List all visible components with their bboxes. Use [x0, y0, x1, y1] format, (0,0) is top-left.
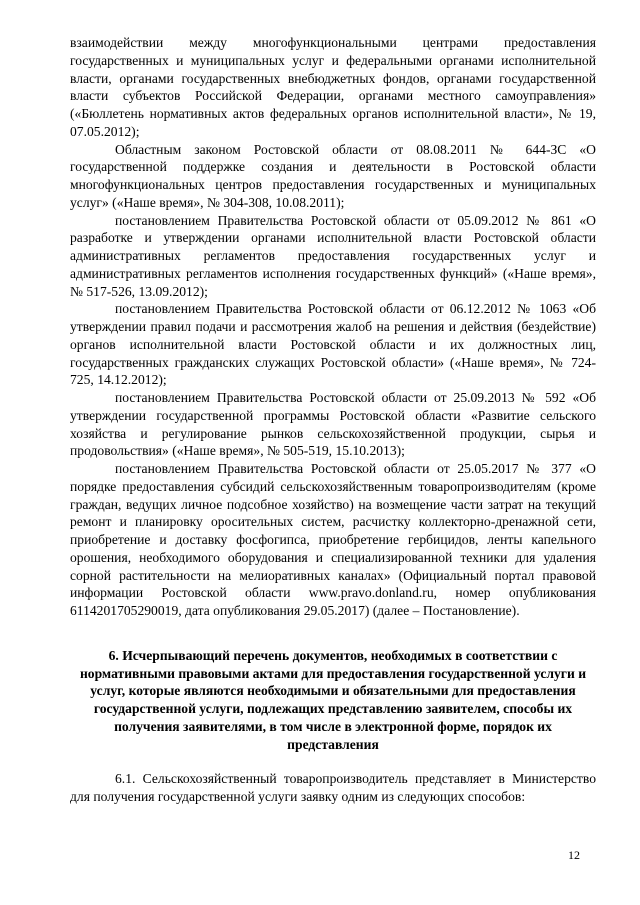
paragraph-resolution-592: постановлением Правительства Ростовской области от 25.09.2013 № 592 «Об утверждении государственной программы Ростовской области «Развитие сельского хозяйства и регулирование рынков сельскохозяйственной продукции, сырья и продовольствия» («Наше время», № 505-519, 15.10.2013); [70, 390, 596, 459]
section-paragraph: 6.1. Сельскохозяйственный товаропроизводитель представляет в Министерство для получения государственной услуги заявку одним из следующих способов: [70, 771, 596, 804]
document-page [70, 34, 596, 806]
page-number: 12 [568, 848, 580, 862]
paragraph-resolution-377: постановлением Правительства Ростовской области от 25.05.2017 № 377 «О порядке предоставления субсидий сельскохозяйственным товаропроизводителям (кроме граждан, ведущих личное подсобное хозяйство) на возмещение части затрат на текущий ремонт и планировку оросительных систем, расчистку коллекторно-дренажной сети, приобретение и доставку фосфогипса, приобретение гербицидов, ленты капельного орошения, необходимого оборудования и специализированной техники для удаления сорной растительности на мелиоративных каналах» (Официальный портал правовой информации Ростовской области www.pravo.donland.ru, номер опубликования 6114201705290019, дата опубликования 29.05.2017) (далее – Постановление). [70, 461, 596, 618]
paragraph-resolution-1063: постановлением Правительства Ростовской области от 06.12.2012 № 1063 «Об утверждении правил подачи и рассмотрения жалоб на решения и действия (бездействие) органов исполнительной власти Ростовской области и их должностных лиц, государственных гражданских служащих Ростовской области» («Наше время», № 724-725, 14.12.2012); [70, 301, 596, 388]
section-heading: 6. Исчерпывающий перечень документов, необходимых в соответствии с нормативными правовыми актами для предоставления государственной услуги и услуг, которые являются необходимыми и обязательными для предоставления государственной услуги, подлежащих представлению заявителем, способы их получения заявителями, в том числе в электронной форме, порядок их представления [79, 647, 587, 752]
paragraph-resolution-861: постановлением Правительства Ростовской области от 05.09.2012 № 861 «О разработке и утверждении органами исполнительной власти Ростовской области административных регламентов предоставления государственных услуг и административных регламентов исполнения государственных функций» («Наше время», № 517-526, 13.09.2012); [70, 212, 596, 299]
paragraph-regional-law: Областным законом Ростовской области от 08.08.2011 № 644-ЗС «О государственной поддержке создания и деятельности в Ростовской области многофункциональных центров предоставления государственных и муниципальных услуг» («Наше время», № 304-308, 10.08.2011); [70, 141, 596, 210]
paragraph-continued: взаимодействии между многофункциональными центрами предоставления государственных и муниципальных услуг и федеральными органами исполнительной власти, органами государственных внебюджетных фондов, органами государственной власти субъектов Российской Федерации, органами местного самоуправления» («Бюллетень нормативных актов федеральных органов исполнительной власти», № 19, 07.05.2012); [70, 35, 596, 139]
